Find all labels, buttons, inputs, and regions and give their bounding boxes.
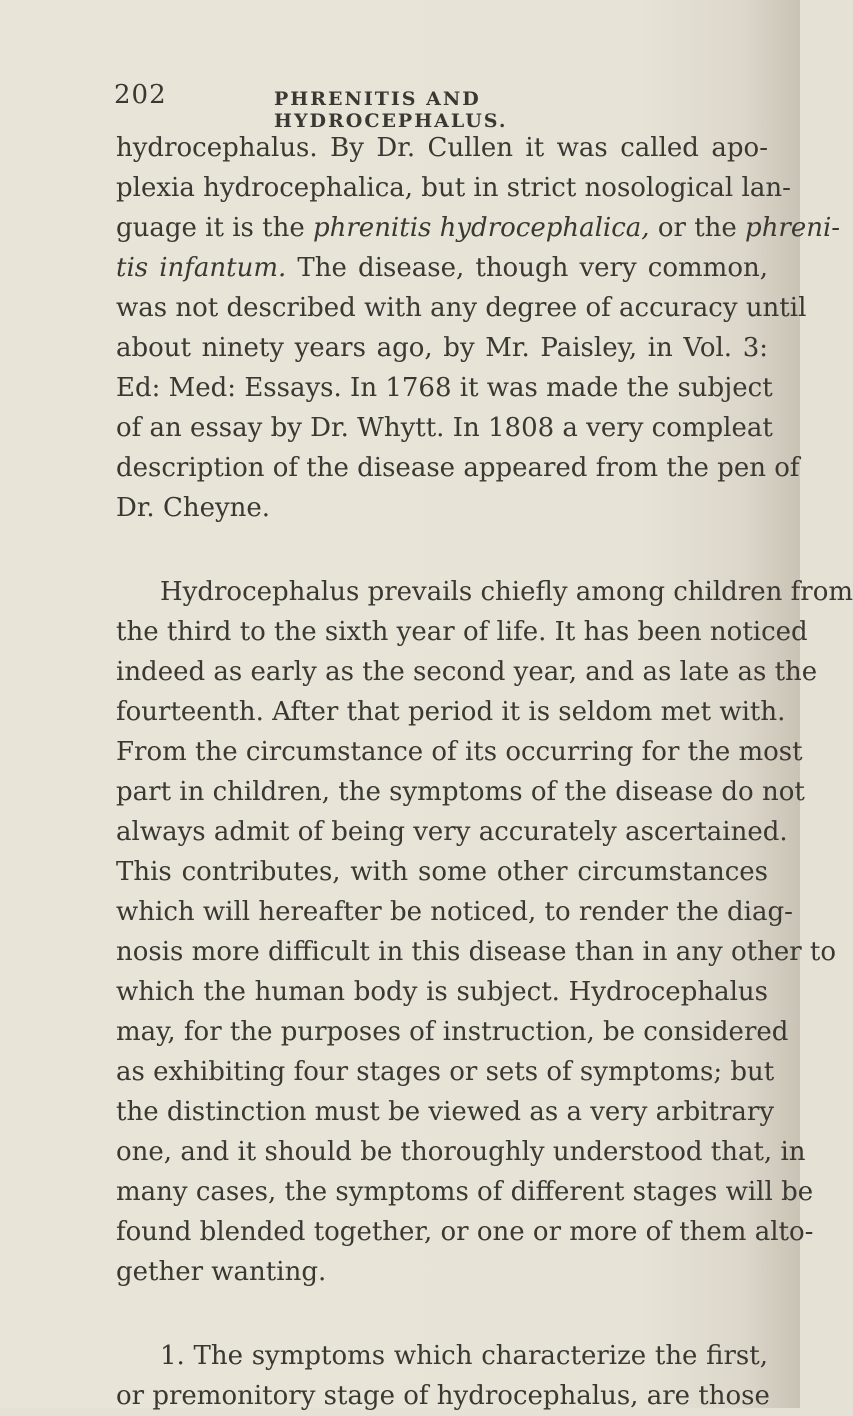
text-line [116, 652, 818, 692]
paragraph [116, 1336, 768, 1416]
text-line [116, 692, 786, 732]
text-run: 1. The symptoms which characterize the first, [160, 1341, 768, 1371]
paragraph-gap [116, 1292, 768, 1336]
text-run: as exhibiting four stages or sets of symptoms; but [116, 1057, 775, 1087]
text-line [116, 732, 803, 772]
text-line [116, 168, 791, 208]
text-line [116, 448, 800, 488]
text-run: From the circumstance of its occurring for the most [116, 737, 803, 767]
text-run: This contributes, with some other circumstances [116, 857, 768, 887]
text-run: or premonitory stage of hydrocephalus, are those [116, 1381, 770, 1411]
text-run: Hydrocephalus prevails chiefly among children from [160, 577, 853, 607]
text-line [116, 128, 768, 168]
text-line [116, 1052, 775, 1092]
text-run: one, and it should be thoroughly understood that, in [116, 1137, 806, 1167]
text-line [116, 852, 768, 892]
text-line [116, 408, 773, 448]
text-run: nosis more difficult in this disease than in any other to [116, 937, 837, 967]
text-line [116, 1336, 768, 1376]
text-line [116, 932, 837, 972]
text-line [116, 328, 768, 368]
text-line [116, 972, 768, 1012]
text-line [116, 288, 807, 328]
text-run: many cases, the symptoms of different stages will be [116, 1177, 814, 1207]
text-run: Ed: Med: Essays. In 1768 it was made the subject [116, 373, 773, 403]
text-line [116, 1376, 768, 1416]
text-line [116, 812, 788, 852]
text-run: The disease, though very common, [286, 253, 768, 283]
paragraph [116, 128, 841, 528]
page-header [114, 80, 714, 132]
text-line [116, 1012, 789, 1052]
paragraph [116, 572, 853, 1292]
text-run: was not described with any degree of accuracy until [116, 293, 807, 323]
text-line [116, 572, 853, 612]
text-run: or the [649, 213, 746, 243]
text-run: indeed as early as the second year, and as late as the [116, 657, 818, 687]
text-run: which the human body is subject. Hydrocephalus [116, 977, 768, 1007]
text-line [116, 368, 773, 408]
text-run: Dr. Cheyne. [116, 493, 271, 523]
italic-run: phreni- [745, 213, 841, 243]
text-run: gether wanting. [116, 1257, 327, 1287]
text-run: which will hereafter be noticed, to render the diag- [116, 897, 793, 927]
text-run: found blended together, or one or more of them alto- [116, 1217, 814, 1247]
text-line [116, 1172, 814, 1212]
page-number: 202 [114, 80, 167, 110]
text-run: plexia hydrocephalica, but in strict nosological lan- [116, 173, 791, 203]
body-text [116, 128, 853, 1416]
paragraph-gap [116, 528, 768, 572]
text-run: about ninety years ago, by Mr. Paisley, in Vol. 3: [116, 333, 768, 363]
text-line [116, 1252, 768, 1292]
text-run: part in children, the symptoms of the disease do not [116, 777, 805, 807]
text-run: always admit of being very accurately ascertained. [116, 817, 788, 847]
text-line [116, 488, 768, 528]
text-run: of an essay by Dr. Whytt. In 1808 a very compleat [116, 413, 773, 443]
text-line [116, 208, 841, 248]
text-run: hydrocephalus. By Dr. Cullen it was called apo- [116, 133, 768, 163]
text-run: fourteenth. After that period it is seldom met with. [116, 697, 786, 727]
text-line [116, 1212, 814, 1252]
text-run: may, for the purposes of instruction, be considered [116, 1017, 789, 1047]
italic-run: phrenitis hydrocephalica, [312, 213, 650, 243]
text-line [116, 1092, 775, 1132]
text-run: guage it is the [116, 213, 313, 243]
text-line [116, 1132, 806, 1172]
text-run: the distinction must be viewed as a very arbitrary [116, 1097, 775, 1127]
text-run: the third to the sixth year of life. It has been noticed [116, 617, 808, 647]
running-title: PHRENITIS AND HYDROCEPHALUS. [274, 88, 508, 132]
text-line [116, 772, 805, 812]
text-run: description of the disease appeared from the pen of [116, 453, 800, 483]
text-line [116, 248, 768, 288]
text-line [116, 892, 793, 932]
text-line [116, 612, 808, 652]
italic-run: tis infantum. [116, 253, 287, 283]
